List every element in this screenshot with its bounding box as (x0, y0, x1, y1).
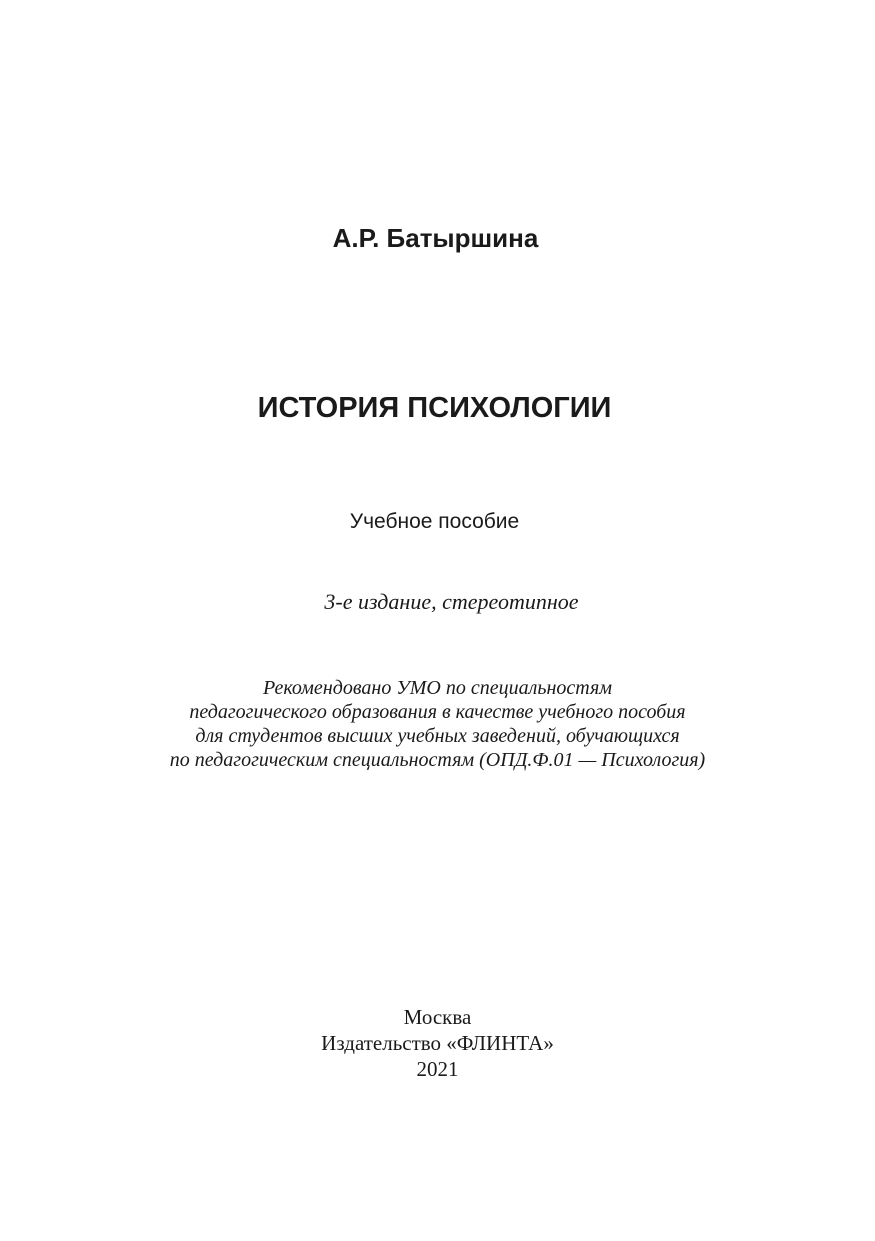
book-type: Учебное пособие (349, 510, 520, 533)
imprint-block (0, 1004, 875, 1082)
recommendation-line: для студентов высших учебных заведений, обучающихся (195, 725, 680, 747)
imprint-publisher: Издательство «ФЛИНТА» (321, 1031, 554, 1055)
book-title: ИСТОРИЯ ПСИХОЛОГИИ (257, 392, 612, 424)
imprint-year: 2021 (416, 1057, 459, 1081)
recommendation-line: педагогического образования в качестве учебного пособия (189, 701, 686, 723)
author-name: А.Р. Батыршина (332, 223, 539, 253)
recommendation-line: Рекомендовано УМО по специальностям (262, 677, 613, 699)
recommendation-block (0, 676, 875, 772)
edition-info: 3-е издание, стереотипное (324, 589, 579, 614)
imprint-city: Москва (403, 1005, 472, 1029)
recommendation-line: по педагогическим специальностям (ОПД.Ф.01 — Психология) (169, 749, 706, 771)
